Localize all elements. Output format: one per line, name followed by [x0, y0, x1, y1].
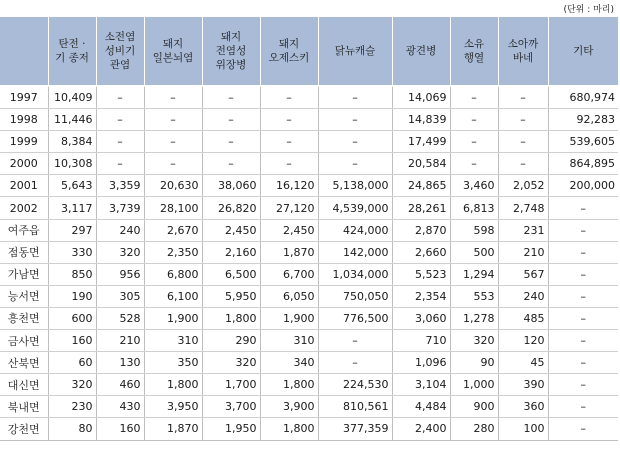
table-cell: 17,499 — [392, 131, 450, 153]
table-cell: 8,384 — [48, 131, 96, 153]
table-cell: 92,283 — [548, 109, 618, 131]
table-cell: – — [202, 109, 260, 131]
table-cell: – — [548, 374, 618, 396]
table-cell: 500 — [450, 241, 498, 263]
column-header — [0, 17, 48, 86]
row-label: 대신면 — [0, 374, 48, 396]
table-cell: – — [202, 131, 260, 153]
table-cell: 864,895 — [548, 153, 618, 175]
table-cell: 14,069 — [392, 86, 450, 109]
table-cell: 20,630 — [144, 175, 202, 197]
table-cell: 776,500 — [318, 307, 392, 329]
table-cell: 424,000 — [318, 219, 392, 241]
table-cell: 20,584 — [392, 153, 450, 175]
table-cell: 130 — [96, 352, 144, 374]
table-cell: 190 — [48, 285, 96, 307]
table-cell: 1,800 — [260, 418, 318, 440]
table-cell: – — [548, 219, 618, 241]
column-header: 기타 — [548, 17, 618, 86]
table-cell: – — [498, 86, 548, 109]
row-label: 흥천면 — [0, 307, 48, 329]
table-cell: 16,120 — [260, 175, 318, 197]
table-cell: – — [202, 86, 260, 109]
table-cell: 2,660 — [392, 241, 450, 263]
table-cell: 24,865 — [392, 175, 450, 197]
table-row — [0, 197, 618, 219]
table-cell: 45 — [498, 352, 548, 374]
table-cell: 3,060 — [392, 307, 450, 329]
table-cell: 224,530 — [318, 374, 392, 396]
table-cell: 810,561 — [318, 396, 392, 418]
table-cell: 60 — [48, 352, 96, 374]
table-cell: 2,052 — [498, 175, 548, 197]
table-cell: 142,000 — [318, 241, 392, 263]
row-label: 점동면 — [0, 241, 48, 263]
table-cell: 2,450 — [202, 219, 260, 241]
table-cell: 1,900 — [144, 307, 202, 329]
table-cell: 340 — [260, 352, 318, 374]
table-cell: 1,870 — [144, 418, 202, 440]
table-cell: – — [498, 153, 548, 175]
table-cell: – — [548, 396, 618, 418]
row-label: 여주읍 — [0, 219, 48, 241]
table-cell: 2,748 — [498, 197, 548, 219]
row-label: 1999 — [0, 131, 48, 153]
table-cell: 320 — [96, 241, 144, 263]
table-cell: 5,138,000 — [318, 175, 392, 197]
table-cell: 598 — [450, 219, 498, 241]
table-cell: – — [96, 109, 144, 131]
table-cell: – — [498, 131, 548, 153]
row-label: 2001 — [0, 175, 48, 197]
table-cell: 3,950 — [144, 396, 202, 418]
row-label: 산북면 — [0, 352, 48, 374]
header-row — [0, 17, 618, 86]
table-body — [0, 86, 618, 440]
table-cell: 100 — [498, 418, 548, 440]
table-cell: – — [548, 285, 618, 307]
table-row — [0, 307, 618, 329]
table-cell: 360 — [498, 396, 548, 418]
table-cell: 539,605 — [548, 131, 618, 153]
table-cell: 1,800 — [260, 374, 318, 396]
table-cell: 5,643 — [48, 175, 96, 197]
table-cell: – — [318, 352, 392, 374]
row-label: 가남면 — [0, 263, 48, 285]
row-label: 능서면 — [0, 285, 48, 307]
table-row — [0, 418, 618, 440]
table-cell: – — [450, 153, 498, 175]
table-cell: 310 — [144, 330, 202, 352]
table-cell: 750,050 — [318, 285, 392, 307]
unit-note: (단위 : 마리) — [563, 5, 614, 15]
table-cell: 1,096 — [392, 352, 450, 374]
table-cell: – — [318, 109, 392, 131]
column-header: 돼지 일본뇌염 — [144, 17, 202, 86]
table-cell: 3,359 — [96, 175, 144, 197]
table-cell: 1,278 — [450, 307, 498, 329]
table-cell: 38,060 — [202, 175, 260, 197]
table-row — [0, 86, 618, 109]
table-cell: – — [318, 153, 392, 175]
table-cell: – — [144, 153, 202, 175]
table-cell: 4,539,000 — [318, 197, 392, 219]
table-cell: – — [548, 241, 618, 263]
table-cell: 297 — [48, 219, 96, 241]
table-cell: – — [450, 86, 498, 109]
table-cell: 280 — [450, 418, 498, 440]
table-cell: 80 — [48, 418, 96, 440]
table-cell: 26,820 — [202, 197, 260, 219]
table-cell: – — [260, 86, 318, 109]
table-cell: 6,100 — [144, 285, 202, 307]
table-cell: 553 — [450, 285, 498, 307]
table-cell: 2,160 — [202, 241, 260, 263]
table-cell: – — [548, 352, 618, 374]
table-cell: 850 — [48, 263, 96, 285]
table-cell: 528 — [96, 307, 144, 329]
table-cell: 430 — [96, 396, 144, 418]
table-row — [0, 374, 618, 396]
table-cell: 320 — [450, 330, 498, 352]
table-cell: – — [548, 330, 618, 352]
table-cell: 120 — [498, 330, 548, 352]
table-cell: 485 — [498, 307, 548, 329]
table-cell: 956 — [96, 263, 144, 285]
column-header: 소유 행열 — [450, 17, 498, 86]
table-cell: 310 — [260, 330, 318, 352]
table-cell: 567 — [498, 263, 548, 285]
table-cell: 200,000 — [548, 175, 618, 197]
table-cell: – — [548, 418, 618, 440]
table-cell: – — [260, 109, 318, 131]
table-cell: 320 — [48, 374, 96, 396]
table-cell: 240 — [96, 219, 144, 241]
table-cell: 10,308 — [48, 153, 96, 175]
table-cell: – — [96, 86, 144, 109]
table-cell: 3,900 — [260, 396, 318, 418]
row-label: 1998 — [0, 109, 48, 131]
table-cell: 28,261 — [392, 197, 450, 219]
table-row — [0, 131, 618, 153]
table-row — [0, 219, 618, 241]
table-row — [0, 241, 618, 263]
table-cell: 2,354 — [392, 285, 450, 307]
table-cell: 1,034,000 — [318, 263, 392, 285]
table-cell: 1,870 — [260, 241, 318, 263]
table-row — [0, 285, 618, 307]
table-cell: – — [202, 153, 260, 175]
row-label: 1997 — [0, 86, 48, 109]
table-cell: 1,700 — [202, 374, 260, 396]
table-cell: 1,800 — [144, 374, 202, 396]
table-cell: 1,294 — [450, 263, 498, 285]
table-cell: – — [260, 153, 318, 175]
table-cell: 210 — [498, 241, 548, 263]
table-cell: – — [318, 131, 392, 153]
column-header: 돼지 전염성 위장병 — [202, 17, 260, 86]
table-cell: 5,523 — [392, 263, 450, 285]
table-cell: – — [318, 330, 392, 352]
table-cell: 3,104 — [392, 374, 450, 396]
table-cell: – — [548, 263, 618, 285]
table-cell: 3,739 — [96, 197, 144, 219]
table-cell: 3,117 — [48, 197, 96, 219]
row-label: 강천면 — [0, 418, 48, 440]
column-header: 돼지 오제스키 — [260, 17, 318, 86]
table-row — [0, 263, 618, 285]
row-label: 2000 — [0, 153, 48, 175]
table-cell: 6,050 — [260, 285, 318, 307]
table-row — [0, 352, 618, 374]
table-cell: 4,484 — [392, 396, 450, 418]
table-cell: 3,460 — [450, 175, 498, 197]
column-header: 소전염 성비기 관염 — [96, 17, 144, 86]
row-label: 금사면 — [0, 330, 48, 352]
table-cell: 900 — [450, 396, 498, 418]
table-row — [0, 396, 618, 418]
table-cell: 2,870 — [392, 219, 450, 241]
table-row — [0, 175, 618, 197]
table-cell: – — [144, 131, 202, 153]
table-cell: 600 — [48, 307, 96, 329]
table-cell: 6,700 — [260, 263, 318, 285]
table-row — [0, 330, 618, 352]
table-cell: 1,900 — [260, 307, 318, 329]
column-header: 소아까 바네 — [498, 17, 548, 86]
table-cell: – — [450, 131, 498, 153]
table-cell: – — [498, 109, 548, 131]
table-cell: – — [450, 109, 498, 131]
table-cell: 305 — [96, 285, 144, 307]
table-cell: 680,974 — [548, 86, 618, 109]
table-cell: 460 — [96, 374, 144, 396]
table-cell: – — [144, 86, 202, 109]
table-cell: – — [318, 86, 392, 109]
table-cell: 160 — [96, 418, 144, 440]
table-cell: – — [144, 109, 202, 131]
table-cell: 230 — [48, 396, 96, 418]
table-cell: 6,500 — [202, 263, 260, 285]
table-cell: 1,800 — [202, 307, 260, 329]
table-cell: 231 — [498, 219, 548, 241]
table-cell: 14,839 — [392, 109, 450, 131]
table-cell: 2,670 — [144, 219, 202, 241]
row-label: 북내면 — [0, 396, 48, 418]
table-cell: 2,350 — [144, 241, 202, 263]
table-cell: 27,120 — [260, 197, 318, 219]
table-cell: 240 — [498, 285, 548, 307]
table-cell: – — [548, 197, 618, 219]
table-cell: 6,813 — [450, 197, 498, 219]
column-header: 닭뉴캐슬 — [318, 17, 392, 86]
table-row — [0, 109, 618, 131]
table-cell: 290 — [202, 330, 260, 352]
table-cell: 377,359 — [318, 418, 392, 440]
table-cell: 3,700 — [202, 396, 260, 418]
row-label: 2002 — [0, 197, 48, 219]
table-cell: – — [96, 131, 144, 153]
table-cell: 350 — [144, 352, 202, 374]
table-cell: 90 — [450, 352, 498, 374]
table-cell: 5,950 — [202, 285, 260, 307]
table-cell: – — [96, 153, 144, 175]
table-cell: 1,950 — [202, 418, 260, 440]
table-cell: 390 — [498, 374, 548, 396]
table-cell: – — [548, 307, 618, 329]
table-cell: – — [260, 131, 318, 153]
table-cell: 6,800 — [144, 263, 202, 285]
table-cell: 210 — [96, 330, 144, 352]
table-row — [0, 153, 618, 175]
table-cell: 28,100 — [144, 197, 202, 219]
vaccination-table — [0, 17, 618, 441]
table-cell: 160 — [48, 330, 96, 352]
table-cell: 330 — [48, 241, 96, 263]
table-cell: 2,400 — [392, 418, 450, 440]
column-header: 광견병 — [392, 17, 450, 86]
table-cell: 710 — [392, 330, 450, 352]
table-cell: 11,446 — [48, 109, 96, 131]
table-cell: 1,000 — [450, 374, 498, 396]
column-header: 탄전 · 기 종저 — [48, 17, 96, 86]
table-cell: 10,409 — [48, 86, 96, 109]
table-cell: 320 — [202, 352, 260, 374]
table-cell: 2,450 — [260, 219, 318, 241]
